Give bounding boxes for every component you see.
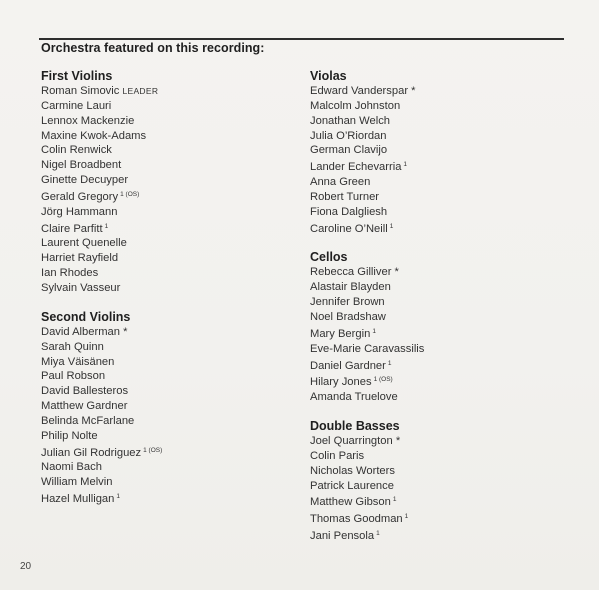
member-row [41,84,291,99]
member-row [310,464,560,479]
member-footnote: 1 [387,359,392,367]
member-name: Matthew Gibson [310,496,391,509]
section-title: Violas [310,69,347,83]
member-row [41,475,291,490]
member-name: Carmine Lauri [41,99,112,112]
member-row [41,143,291,158]
member-name: Roman Simovic [41,85,120,97]
member-name: Sarah Quinn [41,340,104,353]
member-row [41,205,291,220]
member-name: David Alberman * [41,325,128,338]
member-row [41,220,291,237]
member-row [310,114,560,129]
member-row [41,384,291,399]
member-row [41,399,291,414]
member-row [310,357,560,374]
member-row [310,310,560,325]
member-row [310,175,560,190]
member-name: Ginette Decuyper [41,174,129,187]
member-footnote: 1 [389,222,394,230]
section-title: First Violins [41,69,113,83]
member-row [41,236,291,251]
member-row [41,158,291,173]
member-name: Colin Renwick [41,144,112,157]
member-name: Lander Echevarria [310,161,402,174]
member-name: Noel Bradshaw [310,310,386,323]
member-footnote: 1 [104,222,109,230]
section-title: Second Violins [41,309,131,324]
member-row [310,220,560,237]
section-title: Cellos [310,250,348,265]
member-name: Hilary Jones [310,376,372,389]
member-name: Robert Turner [310,190,380,203]
member-name: Colin Paris [310,449,365,462]
section-title: Double Basses [310,419,400,434]
member-row [310,434,560,449]
member-row [310,205,560,220]
member-row [310,158,560,175]
section-first-violins [41,69,291,296]
member-name: Mary Bergin [310,327,371,340]
member-row [310,373,560,390]
member-footnote: 1 [403,161,408,169]
member-row [310,295,560,310]
member-name: Sylvain Vasseur [41,281,121,294]
member-list [310,84,560,236]
member-name: Philip Nolte [41,429,98,442]
member-name: Thomas Goodman [310,513,403,526]
member-row [41,340,291,355]
member-name: Anna Green [310,176,371,189]
member-row [41,114,291,129]
member-name: Ian Rhodes [41,267,99,280]
member-name: Harriet Rayfield [41,252,119,265]
member-row [41,414,291,429]
top-rule [39,38,564,40]
member-name: German Clavijo [310,144,388,157]
section-double-basses [310,419,560,544]
member-name: Nigel Broadbent [41,159,122,172]
member-list [310,265,560,405]
member-name: Edward Vanderspar * [310,85,416,97]
member-row [41,99,291,114]
section-second-violins [41,310,291,507]
member-role: LEADER [122,86,159,96]
member-name: Fiona Dalgliesh [310,205,388,218]
member-name: William Melvin [41,476,113,489]
member-name: Jani Pensola [310,530,375,543]
member-list [41,84,291,296]
member-footnote: 1 [404,513,409,521]
member-row [41,490,291,507]
member-footnote: 1 [116,493,120,501]
member-row [41,355,291,370]
member-name: David Ballesteros [41,385,129,398]
member-row [310,129,560,144]
member-name: Nicholas Worters [310,464,395,477]
member-row [310,479,560,494]
member-row [310,493,560,510]
member-row [310,265,560,280]
member-name: Julian Gil Rodriguez [41,446,142,459]
member-name: Daniel Gardner [310,359,386,372]
member-name: Malcolm Johnston [310,99,401,112]
member-list [41,325,291,507]
member-name: Paul Robson [41,370,106,383]
member-row [310,449,560,464]
member-name: Matthew Gardner [41,400,128,413]
member-row [41,444,291,461]
member-footnote: 1 [392,496,397,504]
member-name: Miya Väisänen [41,355,115,368]
member-name: Jörg Hammann [41,205,118,218]
member-name: Patrick Laurence [310,479,394,492]
member-name: Caroline O’Neill [310,222,388,235]
member-name: Gerald Gregory [41,190,119,203]
left-column [41,69,291,521]
member-name: Rebecca Gilliver * [310,266,399,279]
member-row [310,390,560,405]
member-name: Lennox Mackenzie [41,114,135,127]
member-row [310,143,560,158]
member-row [41,325,291,340]
member-row [41,281,291,296]
member-name: Hazel Mulligan [41,493,115,506]
member-row [41,460,291,475]
member-name: Alastair Blayden [310,281,391,294]
section-cellos [310,250,560,405]
member-footnote: 1 (OS) [373,376,393,384]
page-heading: Orchestra featured on this recording: [41,41,265,55]
member-name: Laurent Quenelle [41,237,127,250]
member-name: Claire Parfitt [41,222,103,235]
member-footnote: 1 [372,327,376,335]
member-row [41,251,291,266]
member-row [41,129,291,144]
member-row [310,527,560,544]
member-list [310,434,560,544]
member-row [310,325,560,342]
member-name: Maxine Kwok-Adams [41,129,147,142]
member-row [310,510,560,527]
member-row [41,369,291,384]
page-number: 20 [20,561,32,572]
member-row [310,99,560,114]
member-name: Belinda McFarlane [41,414,135,427]
member-name: Joel Quarrington * [310,435,401,448]
member-row [310,84,560,99]
member-name: Julia O’Riordan [310,129,387,142]
member-row [310,342,560,357]
member-row [310,280,560,295]
member-row [310,190,560,205]
member-row [41,429,291,444]
member-footnote: 1 [376,530,380,538]
member-row [41,266,291,281]
member-name: Eve-Marie Caravassilis [310,342,425,355]
section-violas [310,69,560,236]
member-name: Naomi Bach [41,461,102,474]
member-name: Jennifer Brown [310,296,385,309]
right-column [310,69,560,558]
member-footnote: 1 (OS) [143,446,163,454]
member-row [41,188,291,205]
member-name: Amanda Truelove [310,391,398,404]
member-row [41,173,291,188]
member-name: Jonathan Welch [310,114,391,127]
member-footnote: 1 (OS) [120,190,140,198]
